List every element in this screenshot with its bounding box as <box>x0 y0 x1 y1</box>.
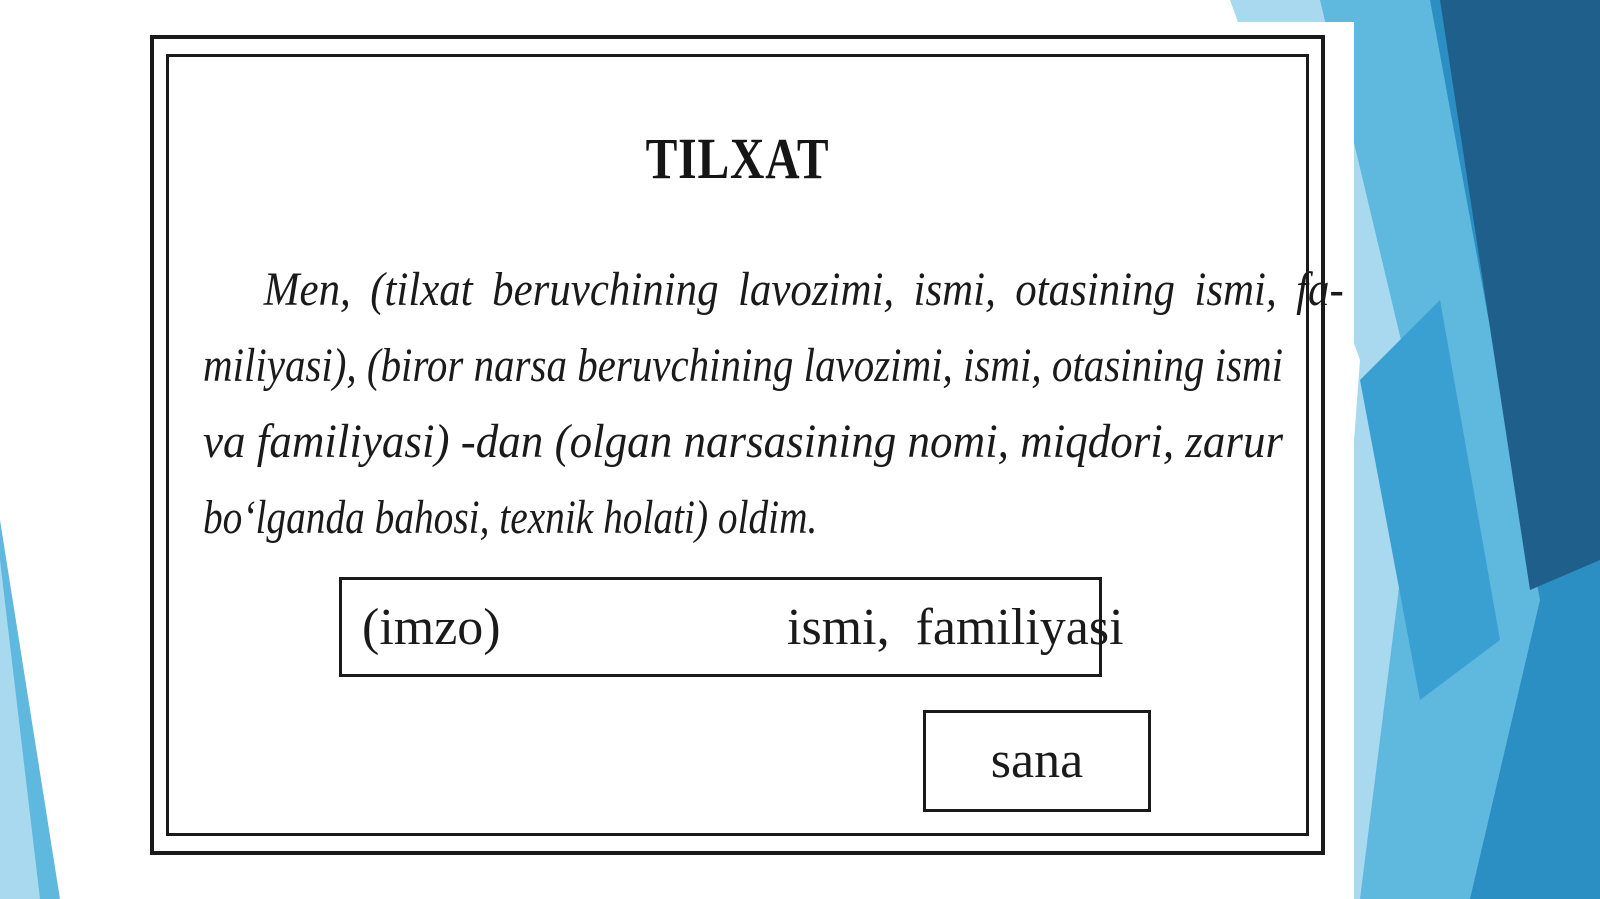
body-line-4: bo‘lganda bahosi, texnik holati) oldim. <box>203 491 818 544</box>
date-label: sana <box>990 732 1084 789</box>
receipt-outer-frame <box>150 35 1344 855</box>
document-body <box>203 252 1344 556</box>
body-line-1: Men, (tilxat beruvchining lavozimi, ismi, otasining ismi, fa- <box>263 263 1344 316</box>
body-line-3: va familiyasi) -dan (olgan narsasining nomi, miqdori, zarur <box>203 415 1283 468</box>
receipt-inner-frame <box>166 54 1344 836</box>
document-title: TILXAT <box>645 126 830 191</box>
date-box <box>923 710 1151 812</box>
signature-box <box>339 577 1124 677</box>
body-line-2: miliyasi), (biror narsa beruvchining lavozimi, ismi, otasining ismi <box>203 339 1283 392</box>
signature-label: (imzo) <box>362 599 501 656</box>
name-surname-label: ismi, familiyasi <box>787 599 1124 656</box>
